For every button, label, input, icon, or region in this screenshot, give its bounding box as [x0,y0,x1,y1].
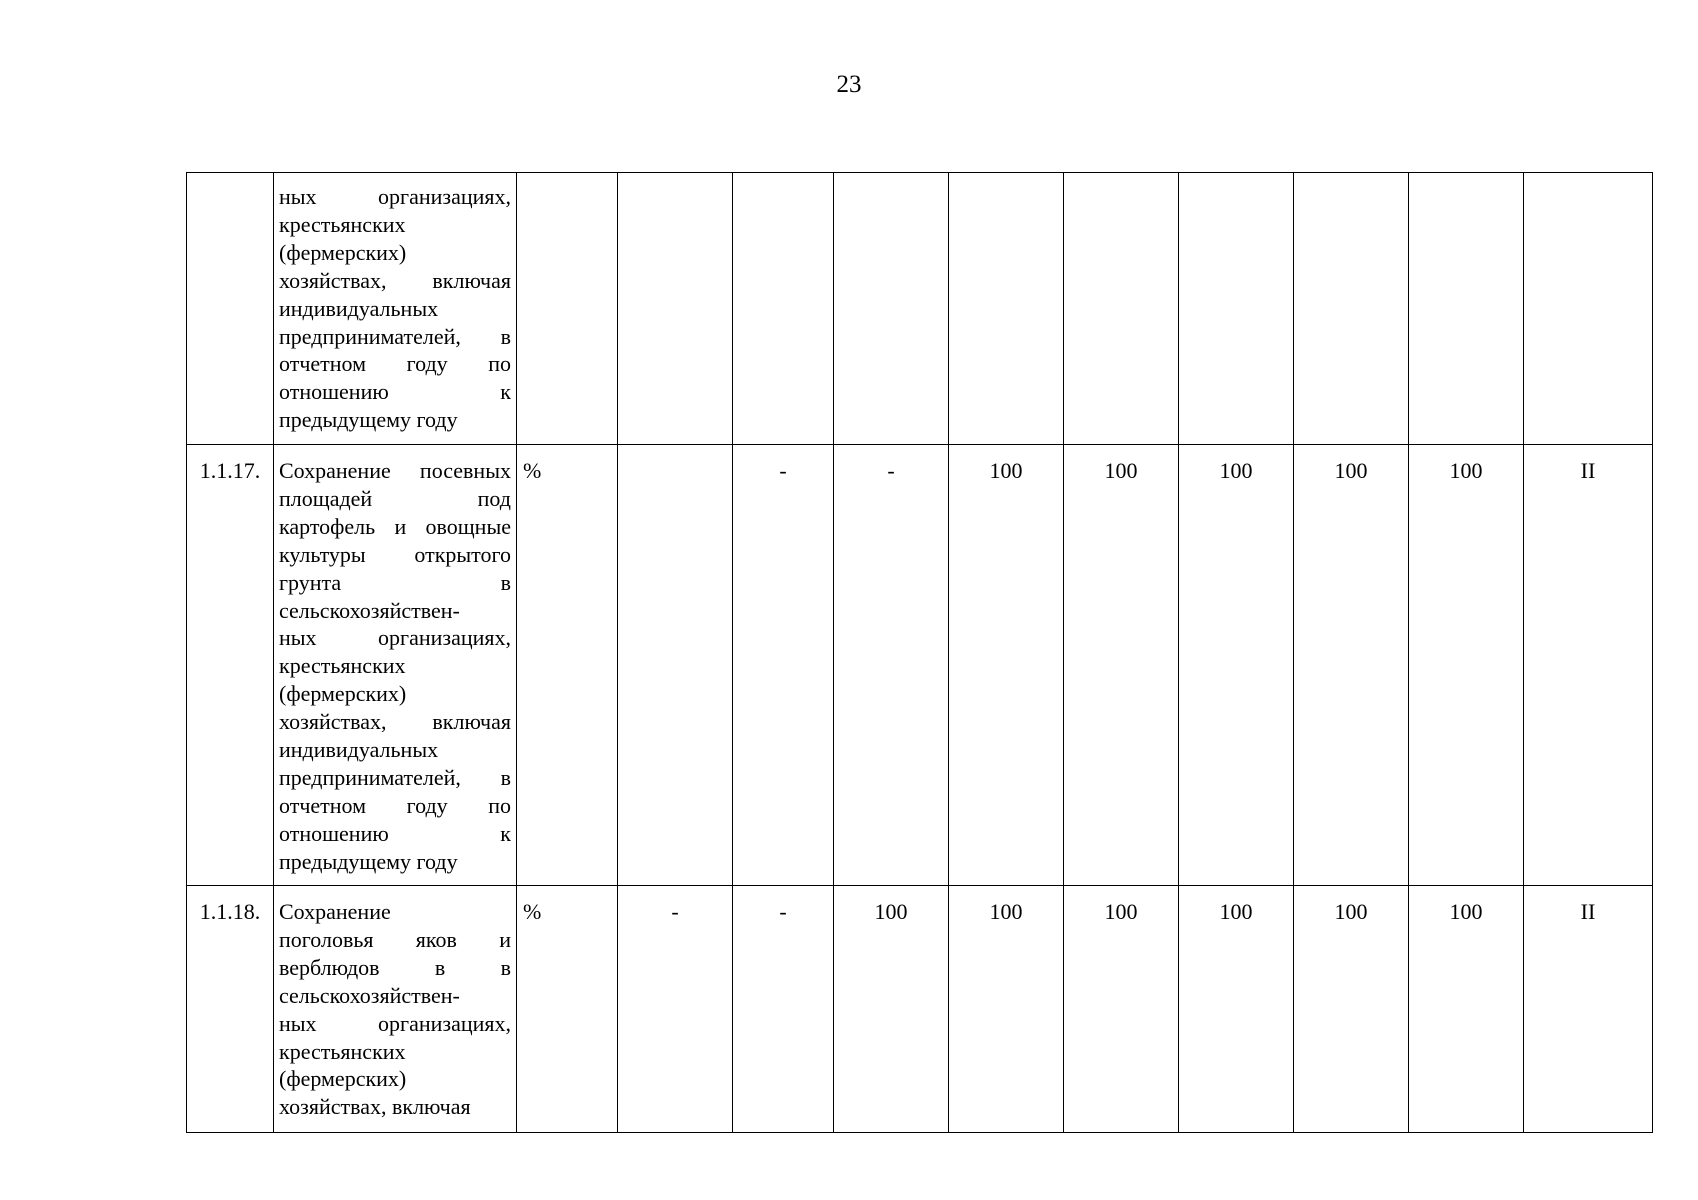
description-line: хозяйствах, включая [279,709,511,735]
row-code: 1.1.18. [187,886,274,1133]
row-level [1524,173,1653,445]
description-line: индивидуальных [279,737,439,763]
description-line: (фермерских) [279,239,407,265]
description-line: сельскохозяйствен- [279,597,460,623]
description-line: культуры открытого [279,541,511,567]
row-unit: % [517,886,618,1133]
description-line: Сохранение [279,899,391,924]
value-cell [618,173,733,445]
value-cell [949,173,1064,445]
row-description [274,886,517,1133]
value-cell: - [733,445,834,886]
description-line: предпринимателей, в [279,764,511,790]
description-line: предыдущему году [279,848,458,874]
value-cell: - [834,445,949,886]
value-cell: 100 [949,886,1064,1133]
indicators-table-wrapper [186,172,1653,1133]
description-line: (фермерских) [279,681,407,707]
description-line: картофель и овощные [279,513,511,539]
description-line: верблюдов в в [279,954,511,980]
description-line: отношению к [279,379,511,405]
description-line: крестьянских [279,1038,406,1064]
value-cell: 100 [1179,886,1294,1133]
description-line: предпринимателей, в [279,323,511,349]
description-line: грунта в [279,569,511,595]
description-line: сельскохозяйствен- [279,982,460,1008]
description-line: отчетном году по [279,351,511,377]
description-line: отчетном году по [279,792,511,818]
value-cell [1179,173,1294,445]
table-row [187,445,1653,886]
value-cell: 100 [1064,445,1179,886]
table-row [187,886,1653,1133]
description-line: поголовья яков и [279,926,511,952]
table-row [187,173,1653,445]
page-number: 23 [836,71,862,98]
indicators-table [186,172,1653,1133]
value-cell: 100 [1409,445,1524,886]
description-line: площадей под [279,485,511,511]
row-unit: % [517,445,618,886]
row-description [274,173,517,445]
value-cell: 100 [1179,445,1294,886]
value-cell: - [618,886,733,1133]
description-line: ных организациях, [279,184,511,209]
value-cell: 100 [1064,886,1179,1133]
value-cell [834,173,949,445]
row-unit [517,173,618,445]
description-line: хозяйствах, включая [279,1094,471,1120]
description-line: индивидуальных [279,295,439,321]
description-line: хозяйствах, включая [279,267,511,293]
value-cell: 100 [1409,886,1524,1133]
row-level: II [1524,445,1653,886]
row-code: 1.1.17. [187,445,274,886]
row-level: II [1524,886,1653,1133]
value-cell: 100 [834,886,949,1133]
value-cell: 100 [949,445,1064,886]
description-line: крестьянских [279,211,406,237]
value-cell [733,173,834,445]
value-cell: - [733,886,834,1133]
value-cell [618,445,733,886]
description-line: (фермерских) [279,1066,407,1092]
value-cell: 100 [1294,445,1409,886]
description-line: ных организациях, [279,1010,511,1036]
value-cell [1064,173,1179,445]
description-line: крестьянских [279,653,406,679]
description-line: ных организациях, [279,625,511,651]
description-line: Сохранение посевных [279,458,511,483]
value-cell [1409,173,1524,445]
description-line: отношению к [279,820,511,846]
row-description [274,445,517,886]
description-line: предыдущему году [279,407,458,433]
value-cell: 100 [1294,886,1409,1133]
row-code [187,173,274,445]
value-cell [1294,173,1409,445]
